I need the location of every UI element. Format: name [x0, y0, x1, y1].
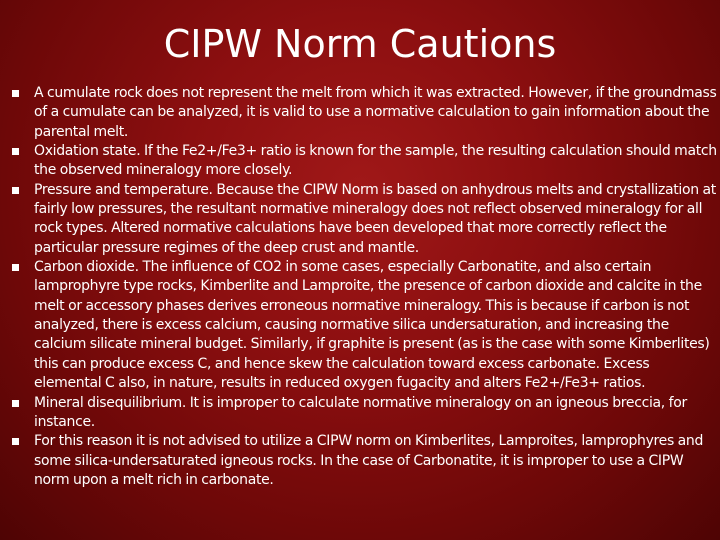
bullet-text: Pressure and temperature. Because the CIPW Norm is based on anhydrous melts and crystallization at fairly low pressures, the resultant normative mineralogy does not reflect observed mineralogy for all rock types. Altered normative calculations have been developed that more correctly reflect the particular pressure regimes of the deep crust and mantle. [34, 181, 716, 256]
square-bullet-icon [12, 264, 19, 271]
bullet-item-conclusion [12, 432, 718, 490]
bullet-list [12, 84, 718, 490]
bullet-item-mineral-disequilibrium [12, 394, 718, 433]
bullet-text: Mineral disequilibrium. It is improper to calculate normative mineralogy on an igneous breccia, for instance. [34, 394, 687, 430]
bullet-text: A cumulate rock does not represent the melt from which it was extracted. However, if the groundmass of a cumulate can be analyzed, it is valid to use a normative calculation to gain information about the parental melt. [34, 85, 717, 140]
slide-title: CIPW Norm Cautions [163, 22, 557, 66]
square-bullet-icon [12, 400, 19, 407]
square-bullet-icon [12, 148, 19, 155]
bullet-item-pressure-temperature [12, 181, 718, 258]
bullet-item-carbon-dioxide [12, 258, 718, 393]
bullet-text: Carbon dioxide. The influence of CO2 in some cases, especially Carbonatite, and also certain lamprophyre type rocks, Kimberlite and Lamproite, the presence of carbon dioxide and calcite in the melt or accessory phases derives erroneous normative mineralogy. This is because if carbon is not analyzed, there is excess calcium, causing normative silica undersaturation, and increasing the calcium silicate mineral budget. Similarly, if graphite is present (as is the case with some Kimberlites) this can produce excess C, and hence skew the calculation toward excess carbonate. Excess elemental C also, in nature, results in reduced oxygen fugacity and alters Fe2+/Fe3+ ratios. [34, 259, 710, 392]
square-bullet-icon [12, 438, 19, 445]
bullet-text: For this reason it is not advised to utilize a CIPW norm on Kimberlites, Lamproites, lamprophyres and some silica-undersaturated igneous rocks. In the case of Carbonatite, it is improper to use a CIPW norm upon a melt rich in carbonate. [34, 433, 704, 488]
bullet-text: Oxidation state. If the Fe2+/Fe3+ ratio is known for the sample, the resulting calculation should match the observed mineralogy more closely. [34, 143, 717, 179]
square-bullet-icon [12, 187, 19, 194]
square-bullet-icon [12, 90, 19, 97]
bullet-item-oxidation-state [12, 142, 718, 181]
bullet-item-cumulate-rock [12, 84, 718, 142]
